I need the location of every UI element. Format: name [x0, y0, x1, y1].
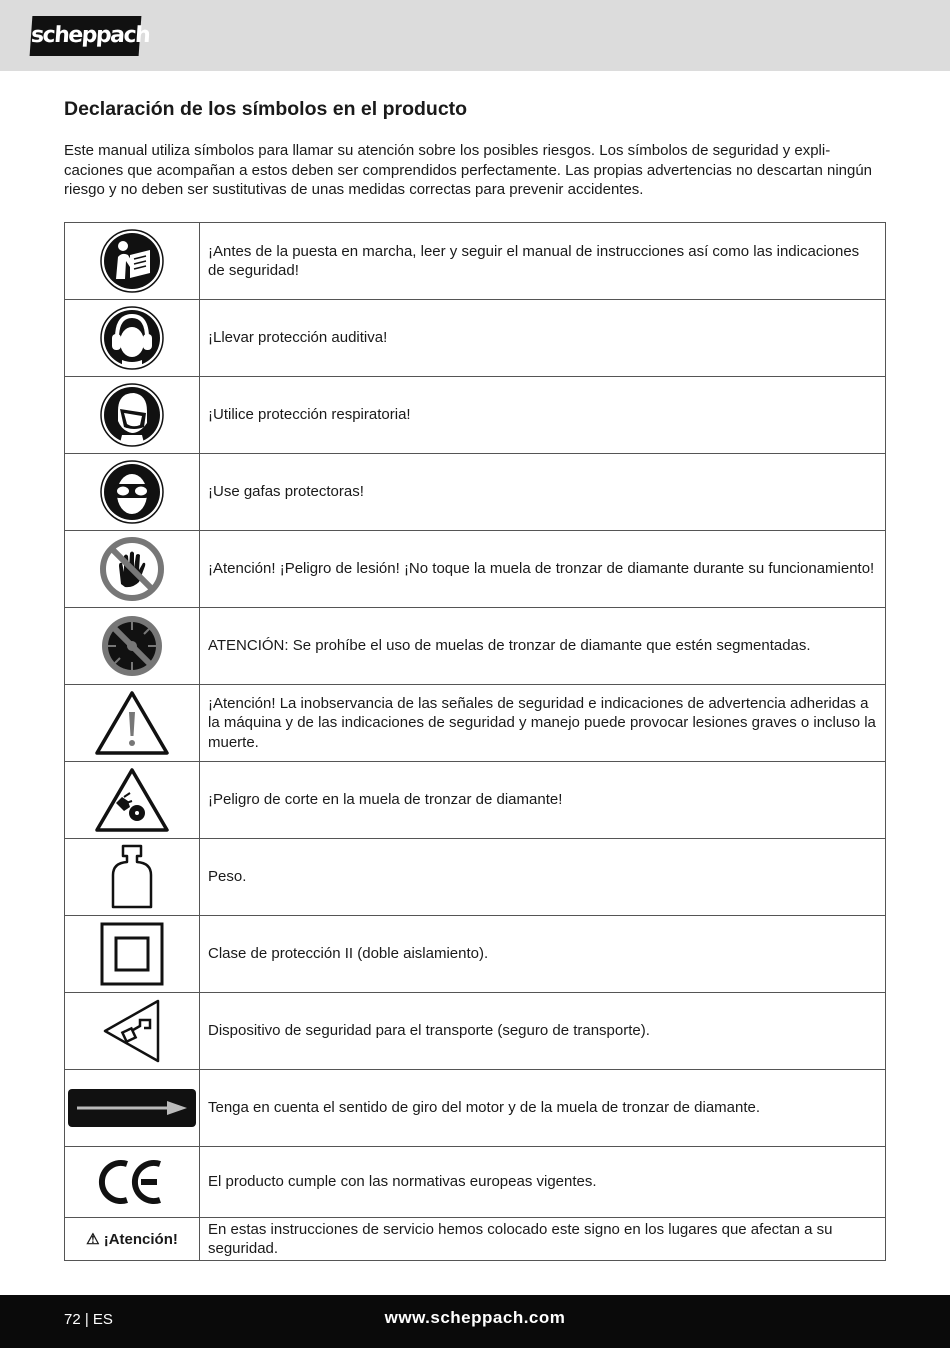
no-segmented-disc-icon [99, 613, 165, 679]
rotation-direction-arrow-icon [67, 1088, 197, 1128]
symbol-description: ¡Llevar protección auditiva! [200, 300, 886, 377]
header-bar [0, 0, 950, 71]
symbol-row [65, 223, 886, 300]
protection-class-ii-icon [99, 921, 165, 987]
cutting-hazard-icon [94, 767, 170, 833]
symbol-row [65, 1147, 886, 1218]
symbol-row [65, 377, 886, 454]
symbol-description: Clase de protección II (doble aislamiento). [200, 916, 886, 993]
hearing-protection-icon [100, 306, 164, 370]
symbol-description: ¡Atención! ¡Peligro de lesión! ¡No toque la muela de tronzar de diamante durante su funcionamiento! [200, 531, 886, 608]
warning-triangle-icon [94, 690, 170, 756]
symbol-row [65, 916, 886, 993]
symbol-description: ATENCIÓN: Se prohíbe el uso de muelas de tronzar de diamante que estén segmentadas. [200, 608, 886, 685]
page-number: 72 | ES [64, 1311, 113, 1328]
symbol-description: Peso. [200, 839, 886, 916]
symbol-description: ¡Use gafas protectoras! [200, 454, 886, 531]
symbol-table [64, 222, 886, 1261]
symbol-row [65, 762, 886, 839]
symbol-description: ¡Peligro de corte en la muela de tronzar de diamante! [200, 762, 886, 839]
symbol-row [65, 300, 886, 377]
brand-logo: scheppach [30, 16, 142, 56]
symbol-row [65, 993, 886, 1070]
ce-mark-icon [97, 1157, 167, 1207]
symbol-description: ¡Atención! La inobservancia de las señales de seguridad e indicaciones de advertencia adheridas a la máquina y de las indicaciones de seguridad y manejo puede provocar lesiones graves o incluso la muerte. [200, 685, 886, 762]
safety-goggles-icon [100, 460, 164, 524]
symbol-row [65, 839, 886, 916]
respiratory-protection-icon [100, 383, 164, 447]
weight-icon [107, 843, 157, 911]
symbol-description: El producto cumple con las normativas europeas vigentes. [200, 1147, 886, 1218]
page-title: Declaración de los símbolos en el producto [64, 98, 468, 120]
symbol-description: ¡Utilice protección respiratoria! [200, 377, 886, 454]
symbol-row [65, 1070, 886, 1147]
website-url: www.scheppach.com [384, 1308, 566, 1327]
attention-row [65, 1218, 886, 1261]
symbol-description: Tenga en cuenta el sentido de giro del motor y de la muela de tronzar de diamante. [200, 1070, 886, 1147]
symbol-row [65, 608, 886, 685]
read-manual-icon [100, 229, 164, 293]
no-touch-hand-icon [99, 536, 165, 602]
attention-label: ⚠ ¡Atención! [86, 1230, 178, 1248]
symbol-description: Dispositivo de seguridad para el transporte (seguro de transporte). [200, 993, 886, 1070]
symbol-description: ¡Antes de la puesta en marcha, leer y seguir el manual de instrucciones así como las indicaciones de seguridad! [200, 223, 886, 300]
footer-bar [0, 1295, 950, 1348]
attention-description: En estas instrucciones de servicio hemos colocado este signo en los lugares que afectan a su seguridad. [200, 1218, 886, 1261]
symbol-row [65, 454, 886, 531]
symbol-row [65, 531, 886, 608]
transport-lock-icon [102, 998, 162, 1064]
symbol-row [65, 685, 886, 762]
intro-paragraph: Este manual utiliza símbolos para llamar su atención sobre los posibles riesgos. Los símbolos de seguridad y expli-caciones que acompañan a estos deben ser comprendidos perfectamente. Las propias advertencias no descartan ningún riesgo y no deben ser sustitutivas de unas medidas correctas para prevenir accidentes. [64, 142, 873, 198]
